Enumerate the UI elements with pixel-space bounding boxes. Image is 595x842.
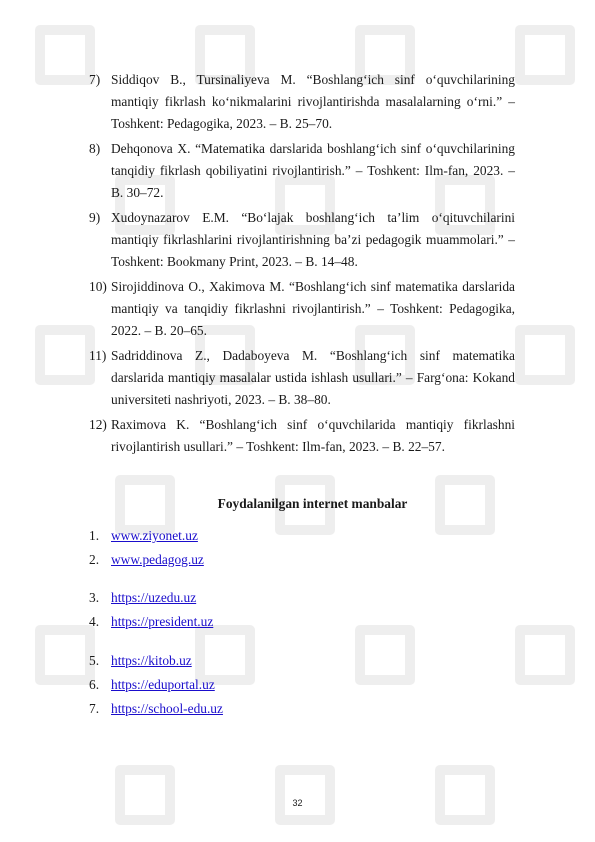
link-number: 5. bbox=[89, 653, 100, 668]
link-ziyonet[interactable]: www.ziyonet.uz bbox=[111, 528, 198, 543]
reference-text: Xudoynazarov E.M. “Bo‘lajak boshlang‘ich ta’lim o‘qituvchilarini mantiqiy fikrlashlarini rivojlantirishning ba’zi pedagogik muammolari.” – Toshkent: Bookmany Print, 2023. – B. 14–48. bbox=[111, 210, 515, 269]
link-number: 2. bbox=[89, 552, 100, 567]
reference-item-7 bbox=[89, 69, 515, 134]
link-item bbox=[89, 590, 196, 606]
reference-item-10 bbox=[89, 276, 515, 341]
link-item bbox=[89, 552, 204, 568]
link-item bbox=[89, 614, 213, 630]
reference-item-9 bbox=[89, 207, 515, 272]
link-number: 7. bbox=[89, 701, 100, 716]
reference-item-8 bbox=[89, 138, 515, 203]
link-pedagog[interactable]: www.pedagog.uz bbox=[111, 552, 204, 567]
reference-number: 7) bbox=[89, 72, 101, 87]
reference-number: 11) bbox=[89, 348, 107, 363]
internet-sources-heading: Foydalanilgan internet manbalar bbox=[217, 496, 408, 511]
link-number: 4. bbox=[89, 614, 100, 629]
page-number: 32 bbox=[292, 798, 303, 808]
link-item bbox=[89, 528, 198, 544]
reference-number: 12) bbox=[89, 417, 107, 432]
reference-text: Sirojiddinova O., Xakimova M. “Boshlang‘ich sinf matematika darslarida mantiqiy va tanqidiy fikrlashni rivojlantirish.” – Toshkent: Pedagogika, 2022. – B. 20–65. bbox=[111, 279, 515, 338]
reference-text: Dehqonova X. “Matematika darslarida boshlang‘ich sinf o‘quvchilarining tanqidiy fikrlash qobiliyatini rivojlantirish.” – Toshkent: Ilm-fan, 2023. – B. 30–72. bbox=[111, 141, 515, 200]
link-kitob[interactable]: https://kitob.uz bbox=[111, 653, 192, 668]
link-president[interactable]: https://president.uz bbox=[111, 614, 214, 629]
link-item bbox=[89, 677, 215, 693]
reference-text: Raximova K. “Boshlang‘ich sinf o‘quvchilarida mantiqiy fikrlashni rivojlantirish usullari.” – Toshkent: Ilm-fan, 2023. – B. 22–57. bbox=[111, 417, 515, 454]
link-item bbox=[89, 653, 192, 669]
reference-item-11 bbox=[89, 345, 515, 410]
reference-item-12 bbox=[89, 414, 515, 458]
link-eduportal[interactable]: https://eduportal.uz bbox=[111, 677, 215, 692]
link-number: 6. bbox=[89, 677, 100, 692]
link-school-edu[interactable]: https://school-edu.uz bbox=[111, 701, 223, 716]
reference-number: 9) bbox=[89, 210, 101, 225]
link-number: 3. bbox=[89, 590, 100, 605]
link-number: 1. bbox=[89, 528, 100, 543]
reference-text: Sadriddinova Z., Dadaboyeva M. “Boshlang‘ich sinf matematika darslarida mantiqiy masalalar ustida ishlash usullari.” – Farg‘ona: Kokand universiteti nashriyoti, 2023. – B. 38–80. bbox=[111, 348, 515, 407]
reference-number: 8) bbox=[89, 141, 101, 156]
reference-number: 10) bbox=[89, 279, 107, 294]
link-item bbox=[89, 701, 223, 717]
link-uzedu[interactable]: https://uzedu.uz bbox=[111, 590, 197, 605]
reference-text: Siddiqov B., Tursinaliyeva M. “Boshlang‘ich sinf o‘quvchilarining mantiqiy fikrlash ko‘nikmalarini rivojlantirishda masalalarning o‘rni.” – Toshkent: Pedagogika, 2023. – B. 25–70. bbox=[111, 72, 515, 131]
